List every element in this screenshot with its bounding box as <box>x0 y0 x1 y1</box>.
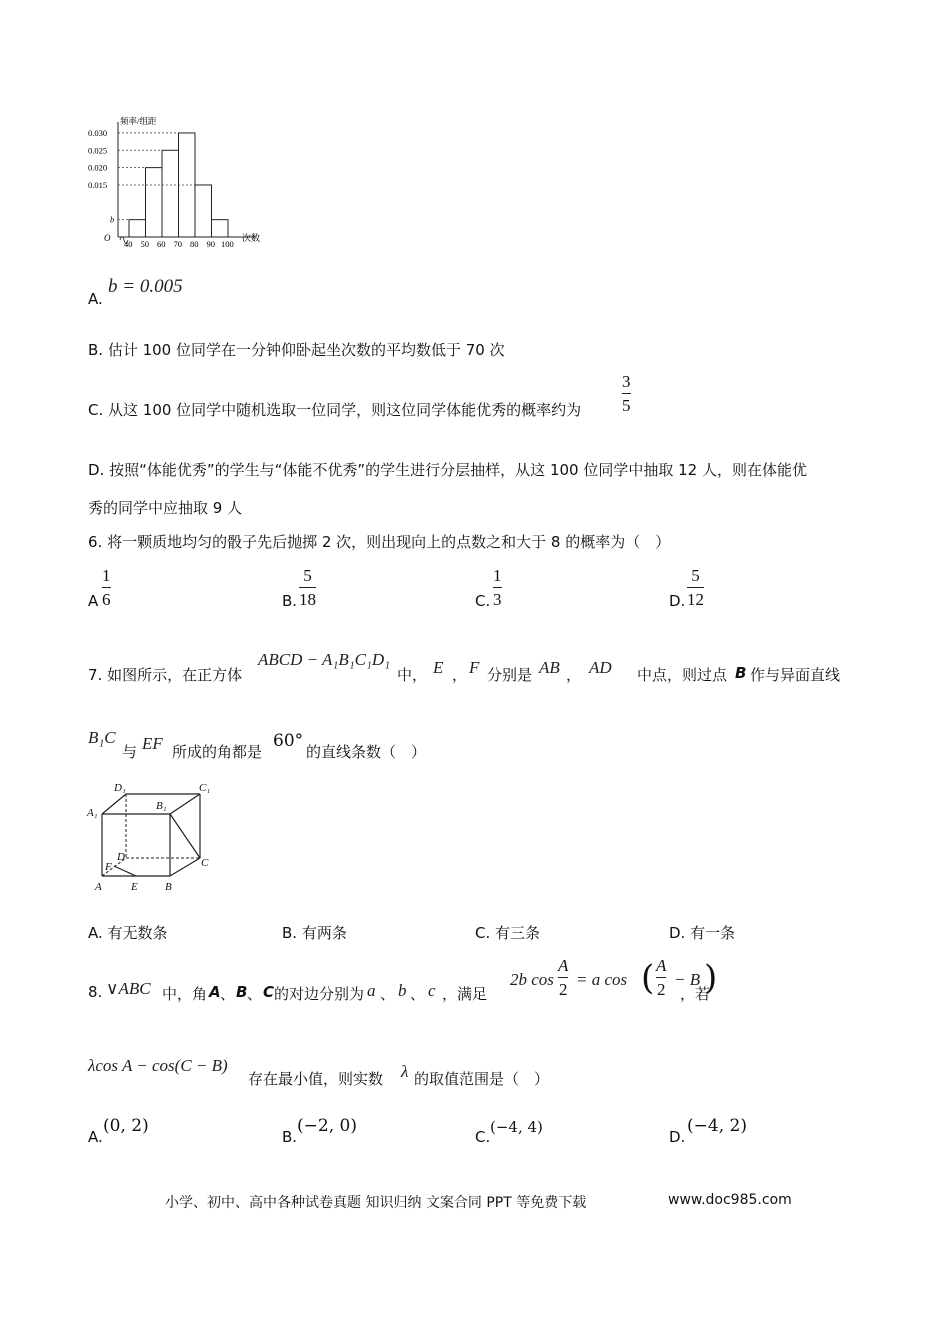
q7-stem-part7: 的直线条数（ ） <box>306 743 427 761</box>
fraction-numerator: 1 <box>493 566 502 585</box>
q7-stem-part5: 作与异面直线 <box>750 666 841 684</box>
q6-option-a-fraction <box>102 566 111 609</box>
y-tick-label: b <box>110 214 115 225</box>
x-tick-label: 60 <box>157 239 166 249</box>
q7-stem-part6: 所成的角都是 <box>172 743 263 761</box>
q8-stem-part1: 8. <box>88 983 103 1001</box>
fraction-bar <box>102 587 111 588</box>
histogram-bar <box>212 220 229 237</box>
q8-option-c-math: (−4, 4) <box>490 1118 543 1136</box>
fraction-numerator: 1 <box>102 566 111 585</box>
q5-option-c: C. 从这 100 位同学中随机选取一位同学，则这位同学体能优秀的概率约为 <box>88 401 582 419</box>
x-tick-label: 80 <box>190 239 199 249</box>
q5-option-c-fraction <box>622 372 631 415</box>
cube-label-b: B <box>165 881 172 893</box>
origin-label: O <box>104 233 111 243</box>
cube-label-b1: B₁ <box>156 800 167 812</box>
fraction-denominator: 6 <box>102 590 111 609</box>
q7-point-e: E <box>433 658 444 677</box>
histogram-bar <box>195 185 212 237</box>
y-tick-label: 0.030 <box>88 127 108 138</box>
q8-lambda: λ <box>401 1062 409 1081</box>
cube-label-d1: D₁ <box>114 782 126 794</box>
fraction-bar <box>299 587 316 588</box>
q8-stem-part5: ，若 <box>680 985 711 1003</box>
x-tick-label: 100 <box>221 239 234 249</box>
fraction-numerator: 5 <box>691 566 700 585</box>
cube-label-c1: C₁ <box>199 782 211 794</box>
q7-stem-part4: 中点，则过点 <box>637 666 728 684</box>
cube-label-d: D <box>117 851 125 863</box>
q8-stem-part7: 的取值范围是（ ） <box>414 1070 550 1088</box>
q7-stem-part3: 分别是 <box>487 666 533 684</box>
q7-option-a: A. 有无数条 <box>88 924 168 942</box>
q7-angle: 60° <box>273 731 304 751</box>
x-tick-label: 90 <box>206 239 215 249</box>
cube-figure <box>86 780 218 900</box>
q7-line-ef: EF <box>142 734 163 753</box>
q8-angle-a: A <box>209 983 221 1001</box>
x-tick-label: 40 <box>124 239 133 249</box>
fraction-bar <box>687 587 704 588</box>
q8-eq-mid: = a cos <box>576 970 628 989</box>
q7-option-c: C. 有三条 <box>475 924 541 942</box>
q8-eq-frac2 <box>656 956 666 999</box>
q8-eq-minus-b: − B <box>674 970 701 989</box>
fraction-numerator: A <box>558 956 569 975</box>
cube-label-c: C <box>201 857 209 869</box>
q5-option-d-line1: D. 按照“体能优秀”的学生与“体能不优秀”的学生进行分层抽样，从这 100 位同学中抽取 12 人，则在体能优 <box>88 461 807 479</box>
q6-option-c-label: C. <box>475 592 491 610</box>
x-tick-label: 50 <box>140 239 149 249</box>
q5-option-a-label: A. <box>88 290 103 308</box>
footer-url[interactable]: www.doc985.com <box>668 1192 792 1208</box>
q8-expression: λcos A − cos(C − B) <box>88 1056 228 1075</box>
q5-option-b: B. 估计 100 位同学在一分钟仰卧起坐次数的平均数低于 70 次 <box>88 341 505 359</box>
q8-triangle: ∨ABC <box>106 979 151 998</box>
q7-with: 与 <box>122 743 138 761</box>
histogram-bar <box>129 220 146 237</box>
q8-option-a-math: (0, 2) <box>103 1116 149 1136</box>
q7-line-b1c: B₁C <box>88 728 116 747</box>
q5-option-a-math: b = 0.005 <box>108 276 183 297</box>
cube-label-e: E <box>131 881 138 893</box>
left-paren: ( <box>641 958 655 998</box>
q8-stem-part3: 的对边分别为 <box>274 985 365 1003</box>
q8-side-a: a <box>367 981 376 1000</box>
fraction-denominator: 2 <box>558 980 568 999</box>
q8-side-c: c <box>428 981 436 1000</box>
q8-stem-part4: ，满足 <box>442 985 488 1003</box>
right-paren: ) <box>704 958 718 998</box>
y-axis-title: 频率/组距 <box>120 116 157 126</box>
q5-option-a <box>88 290 103 308</box>
fraction-denominator: 12 <box>687 590 704 609</box>
fraction-bar <box>622 393 631 394</box>
q7-segment-ab: AB <box>539 658 560 677</box>
fraction-bar <box>656 977 666 978</box>
q8-angle-c: C <box>263 983 275 1001</box>
q8-sep4: 、 <box>410 985 426 1003</box>
cube-label-a1: A₁ <box>87 807 98 819</box>
q7-segment-ad: AD <box>589 658 612 677</box>
y-tick-label: 0.015 <box>88 179 108 190</box>
fraction-denominator: 2 <box>656 980 666 999</box>
q7-stem-part2: 中， <box>397 666 428 684</box>
q6-option-d-label: D. <box>669 592 686 610</box>
q8-sep2: 、 <box>247 985 263 1003</box>
fraction-numerator: 5 <box>303 566 312 585</box>
histogram-bar <box>162 150 179 237</box>
q8-option-b-math: (−2, 0) <box>297 1116 357 1136</box>
q6-option-a-label: A <box>88 592 99 610</box>
q6-option-c-fraction <box>493 566 502 609</box>
fraction-numerator: 3 <box>622 372 631 391</box>
y-tick-label: 0.025 <box>88 145 108 156</box>
fraction-bar <box>558 977 568 978</box>
q7-option-b: B. 有两条 <box>282 924 347 942</box>
q8-stem-part6: 存在最小值，则实数 <box>248 1070 384 1088</box>
q8-stem-part2: 中，角 <box>162 985 208 1003</box>
frequency-histogram <box>86 114 266 254</box>
q7-comma1: ， <box>452 666 468 684</box>
fraction-denominator: 3 <box>493 590 502 609</box>
q7-point-f: F <box>469 658 480 677</box>
cube-label-a: A <box>95 881 102 893</box>
cube-label-f: F <box>105 861 112 873</box>
fraction-denominator: 5 <box>622 396 631 415</box>
q8-sep1: 、 <box>220 985 236 1003</box>
histogram-bar <box>146 168 163 237</box>
q8-eq-frac1 <box>558 956 568 999</box>
q8-option-c-label: C. <box>475 1128 491 1146</box>
y-tick-label: 0.020 <box>88 162 108 173</box>
fraction-numerator: A <box>656 956 667 975</box>
q8-angle-b: B <box>236 983 248 1001</box>
q7-point-b: B <box>735 664 747 682</box>
q5-option-d-line2: 秀的同学中应抽取 9 人 <box>88 499 243 517</box>
q8-side-b: b <box>398 981 407 1000</box>
q7-cube-name: ABCD − A₁B₁C₁D₁ <box>258 650 391 669</box>
fraction-bar <box>493 587 502 588</box>
x-tick-label: 70 <box>173 239 182 249</box>
fraction-denominator: 18 <box>299 590 316 609</box>
q8-sep3: 、 <box>380 985 396 1003</box>
x-axis-title: 次数 <box>242 233 261 243</box>
q6-option-b-fraction <box>299 566 316 609</box>
q7-comma2: ， <box>566 666 582 684</box>
q6-option-b-label: B. <box>282 592 298 610</box>
q6-option-d-fraction <box>687 566 704 609</box>
q8-option-b-label: B. <box>282 1128 298 1146</box>
q8-option-a-label: A. <box>88 1128 103 1146</box>
q8-eq-left: 2b cos <box>510 970 554 989</box>
q7-stem-part1: 7. 如图所示，在正方体 <box>88 666 243 684</box>
q8-option-d-label: D. <box>669 1128 686 1146</box>
q7-option-d: D. 有一条 <box>669 924 736 942</box>
q6-stem: 6. 将一颗质地均匀的骰子先后抛掷 2 次，则出现向上的点数之和大于 8 的概率为（ ） <box>88 533 671 551</box>
footer-text: 小学、初中、高中各种试卷真题 知识归纳 文案合同 PPT 等免费下载 <box>165 1195 587 1211</box>
q8-option-d-math: (−4, 2) <box>687 1116 747 1136</box>
